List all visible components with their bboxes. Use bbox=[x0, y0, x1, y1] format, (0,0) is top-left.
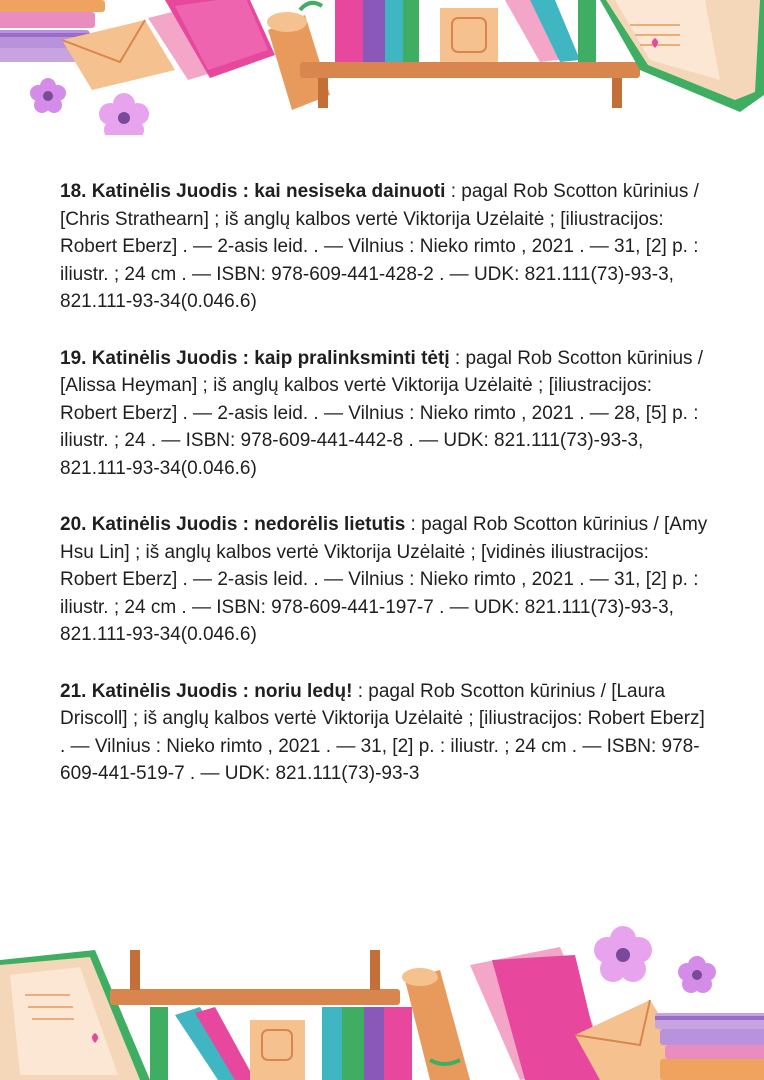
flower-icon bbox=[30, 78, 66, 113]
bibliography-entry bbox=[60, 511, 710, 649]
entry-title: 20. Katinėlis Juodis : nedorėlis lietutis bbox=[60, 514, 406, 535]
entry-details: : pagal Rob Scotton kūrinius / [Amy Hsu Lin] ; iš anglų kalbos vertė Viktorija Uzėlaitė ; [vidinės iliustracijos: Robert Eberz] . — 2-asis leid. . — Vilnius : Nieko rimto , 2021 . — 31, [2] p. : iliustr. ; 24 cm . — ISBN: 978-609-441-197-7 . — UDK: 821.111(73)-93-3, 821.111-93-34(0.046.6) bbox=[60, 514, 708, 645]
stacked-books-right bbox=[655, 1013, 764, 1080]
bibliography-list bbox=[60, 178, 710, 817]
bottom-shelf-plank bbox=[110, 989, 400, 1005]
flower-icon bbox=[594, 926, 652, 982]
bottom-bookshelf-illustration bbox=[0, 925, 764, 1080]
top-shelf-plank bbox=[300, 62, 640, 78]
open-book-illustration bbox=[0, 950, 150, 1080]
open-book-illustration bbox=[600, 0, 764, 112]
shelf-books-top bbox=[335, 0, 596, 62]
scroll-illustration bbox=[402, 968, 470, 1080]
entry-title: 18. Katinėlis Juodis : kai nesiseka dainuoti bbox=[60, 181, 446, 202]
entry-details: : pagal Rob Scotton kūrinius / [Laura Driscoll] ; iš anglų kalbos vertė Viktorija Uzėlaitė ; [iliustracijos: Robert Eberz] . — Vilnius : Nieko rimto , 2021 . — 31, [2] p. : iliustr. ; 24 cm . — ISBN: 978-609-441-519-7 . — UDK: 821.111(73)-93-3 bbox=[60, 680, 705, 784]
shelf-books-bottom bbox=[150, 1007, 412, 1080]
bibliography-entry bbox=[60, 345, 710, 483]
bibliography-entry bbox=[60, 678, 710, 788]
entry-title: 19. Katinėlis Juodis : kaip pralinksminti tėtį bbox=[60, 347, 450, 369]
top-bookshelf-illustration bbox=[0, 0, 764, 135]
entry-details: : pagal Rob Scotton kūrinius / [Alissa Heyman] ; iš anglų kalbos vertė Viktorija Uzėlaitė ; [iliustracijos: Robert Eberz] . — 2-asis leid. . — Vilnius : Nieko rimto , 2021 . — 28, [5] p. : iliustr. ; 24 . — ISBN: 978-609-441-442-8 . — UDK: 821.111(73)-93-3, 821.111-93-34(0.046.6) bbox=[60, 347, 704, 479]
entry-details: : pagal Rob Scotton kūrinius / [Chris Strathearn] ; iš anglų kalbos vertė Viktorija Uzėlaitė ; [iliustracijos: Robert Eberz] . — 2-asis leid. . — Vilnius : Nieko rimto , 2021 . — 31, [2] p. : iliustr. ; 24 cm . — ISBN: 978-609-441-428-2 . — UDK: 821.111(73)-93-3, 821.111-93-34(0.046.6) bbox=[60, 181, 699, 312]
bibliography-entry bbox=[60, 178, 710, 316]
flower-icon bbox=[99, 93, 149, 135]
entry-title: 21. Katinėlis Juodis : noriu ledų! bbox=[60, 680, 353, 702]
flower-icon bbox=[678, 956, 716, 993]
